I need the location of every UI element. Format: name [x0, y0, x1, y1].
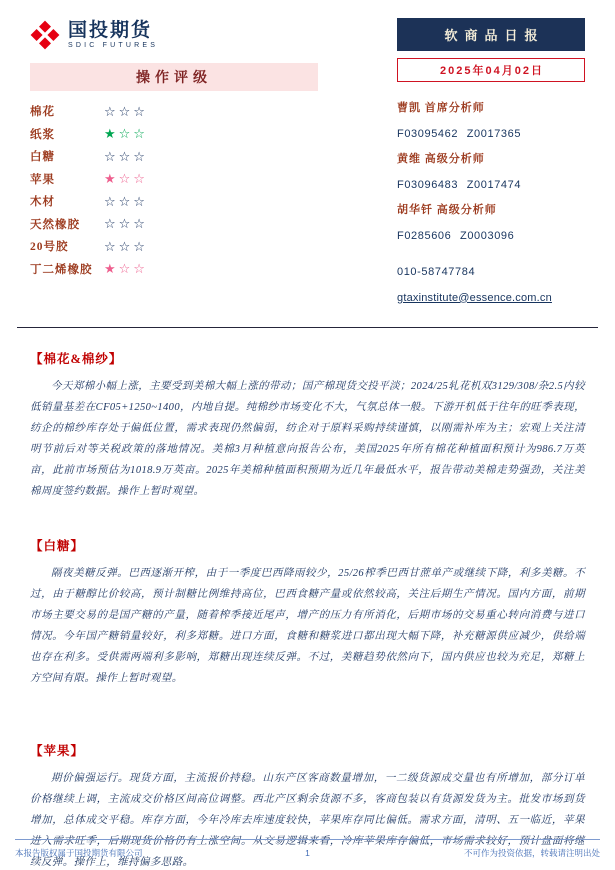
section-sugar	[0, 536, 615, 689]
rating-row	[30, 145, 318, 168]
brand-text	[68, 21, 158, 50]
rating-stars: ★☆☆	[104, 126, 148, 142]
rating-row	[30, 168, 318, 191]
rating-row	[30, 100, 318, 123]
header-region	[0, 0, 615, 317]
brand-logo	[30, 18, 318, 52]
rating-commodity-name: 天然橡胶	[30, 218, 80, 231]
brand-name: 国投期货	[68, 19, 153, 41]
phone-number: 010-58747784	[397, 266, 476, 279]
rating-row	[30, 190, 318, 213]
section-body: 今天郑棉小幅上涨，主要受到美棉大幅上涨的带动；国产棉现货交投平淡；2024/25轧花机双3129/308/杂2.5内较低销量基差在CF05+1250~1400，内地自提。纯棉纱市场变化不大，气氛总体一般。下游开机低于往年的旺季表现，纺企的棉纱库存处于偏低位置，需求表现仍然偏弱，纺企对于原料采购持续谨慎，以刚需补库为主；宏观上关注清明节前后对等关税政策的落地情况。美棉3月种植意向报告公布，美国2025年所有棉花种植面积预计为986.7万英亩，此前市场预估为1018.9万英亩。2025年美棉种植面积预期为近几年最低水平，报告带动美棉走势强劲，关注美棉周度签约数据。操作上暂时观望。	[30, 381, 585, 498]
left-column	[30, 18, 318, 317]
rating-row	[30, 213, 318, 236]
rating-commodity-name: 白糖	[30, 151, 55, 164]
rating-row	[30, 123, 318, 146]
content-divider	[17, 327, 598, 328]
rating-stars: ☆☆☆	[104, 103, 148, 119]
analyst-name: 胡华钎 高级分析师	[397, 204, 497, 217]
analyst-block	[397, 102, 585, 304]
rating-stars: ☆☆☆	[104, 148, 148, 164]
rating-commodity-name: 丁二烯橡胶	[30, 263, 93, 276]
section-body: 隔夜美糖反弹。巴西逐渐开榨，由于一季度巴西降雨较少，25/26榨季巴西甘蔗单产或继续下降，利多美糖。不过，由于糖醇比价较高，预计制糖比例维持高位，巴西食糖产量或依然较高，关注后期生产情况。国内方面，前期市场主要交易的是国产糖的产量，随着榨季接近尾声，增产的压力有所消化，后期市场的交易重心转向消费与进口情况。今年国产糖销量较好，利多郑糖。进口方面，食糖和糖浆进口都出现大幅下降，补充糖源供应减少，供给端也存在利多。受供需两端利多影响，郑糖出现连续反弹。不过，美糖趋势依然向下，国内供应也较为充足，郑糖上方空间有限。操作上暂时观望。	[30, 568, 585, 685]
rating-stars: ★☆☆	[104, 171, 148, 187]
rating-commodity-name: 纸浆	[30, 128, 55, 141]
rating-stars: ☆☆☆	[104, 238, 148, 254]
section-title: 【白糖】	[30, 539, 85, 554]
analyst-code: F03096483 Z0017474	[397, 178, 522, 191]
footer-copyright: 本报告版权属于国投期货有限公司	[15, 848, 143, 858]
rating-stars: ★☆☆	[104, 261, 148, 277]
ratings-header: 操作评级	[30, 63, 318, 91]
section-title: 【苹果】	[30, 744, 85, 759]
brand-logo-icon	[30, 20, 60, 50]
rating-commodity-name: 木材	[30, 196, 55, 209]
report-date: 2025年04月02日	[397, 58, 585, 82]
report-title: 软商品日报	[397, 18, 585, 51]
email-line	[397, 292, 585, 304]
section-body: 期价偏强运行。现货方面，主流报价持稳。山东产区客商数量增加，一二级货源成交量也有所增加，部分订单价格继续上调，主流成交价格区间高位调整。西北产区剩余货源不多，客商包装以有货源发货为主。批发市场到货增加，总体成交平稳。库存方面，今年冷库去库速度较快，苹果库存同比偏低。需求方面，清明、五一临近，苹果进入需求旺季，后期现货价格仍有上涨空间。从交易逻辑来看，冷库苹果库存偏低，市场需求较好，预计盘面将继续反弹。操作上，维持偏多思路。	[30, 773, 585, 869]
rating-row	[30, 258, 318, 281]
section-cotton	[0, 349, 615, 502]
brand-subtitle: SDIC FUTURES	[68, 42, 159, 50]
page-number: 1	[305, 848, 310, 858]
rating-commodity-name: 苹果	[30, 173, 55, 186]
analyst-code: F03095462 Z0017365	[397, 127, 522, 140]
rating-commodity-name: 20号胶	[30, 241, 69, 254]
right-column	[397, 18, 585, 317]
footer-disclaimer: 不可作为投资依据，转载请注明出处	[463, 848, 600, 858]
analyst-name: 曹凯 首席分析师	[397, 102, 485, 114]
rating-stars: ☆☆☆	[104, 216, 148, 232]
rating-row	[30, 235, 318, 258]
rating-commodity-name: 棉花	[30, 106, 55, 119]
section-title: 【棉花&棉纱】	[30, 352, 123, 367]
page-footer	[15, 839, 600, 859]
ratings-list	[30, 100, 318, 280]
rating-stars: ☆☆☆	[104, 193, 148, 209]
analyst-code: F0285606 Z0003096	[397, 229, 515, 242]
analyst-name: 黄维 高级分析师	[397, 153, 485, 166]
email-link[interactable]: gtaxinstitute@essence.com.cn	[397, 291, 552, 304]
